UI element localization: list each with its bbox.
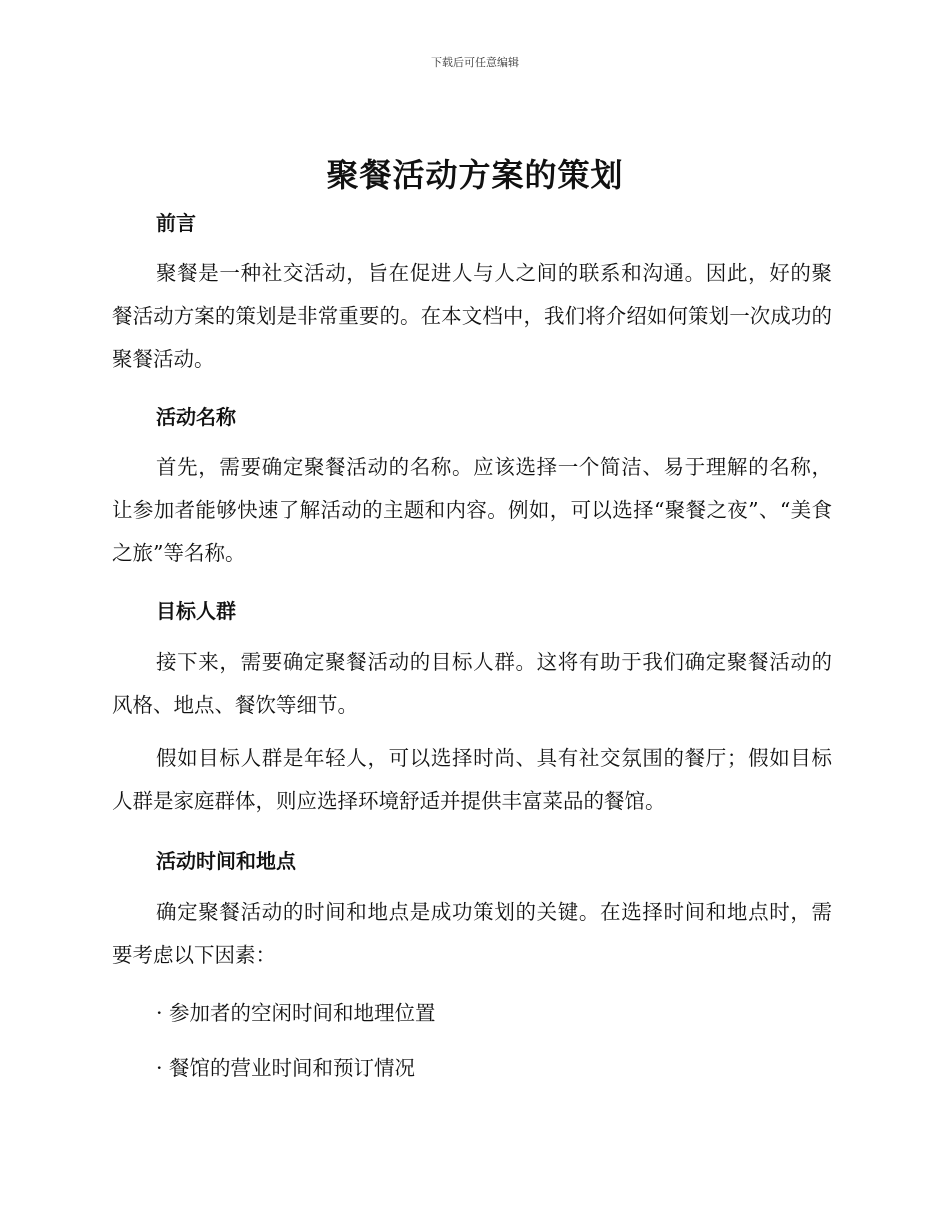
paragraph: 首先，需要确定聚餐活动的名称。应该选择一个简洁、易于理解的名称，让参加者能够快速了解活动的主题和内容。例如，可以选择“聚餐之夜”、“美食之旅”等名称。	[112, 455, 832, 565]
bullet-text: · 参加者的空闲时间和地理位置	[156, 1001, 436, 1025]
section-heading-block	[112, 845, 832, 874]
bullet-list-item	[112, 996, 832, 1026]
section-heading: 活动时间和地点	[156, 849, 296, 873]
bullet-list-item	[112, 1051, 832, 1081]
section-body	[112, 446, 832, 575]
section-heading: 前言	[156, 211, 196, 235]
paragraph: 假如目标人群是年轻人，可以选择时尚、具有社交氛围的餐厅；假如目标人群是家庭群体，则应选择环境舒适并提供丰富菜品的餐馆。	[112, 746, 832, 813]
section-heading-block	[112, 595, 832, 624]
section-heading: 活动名称	[156, 405, 236, 429]
section-body	[112, 737, 832, 823]
paragraph: 确定聚餐活动的时间和地点是成功策划的关键。在选择时间和地点时，需要考虑以下因素：	[112, 900, 832, 967]
bullet-text: · 餐馆的营业时间和预订情况	[156, 1056, 416, 1080]
section-body	[112, 252, 832, 381]
section-heading-block	[112, 401, 832, 430]
section-body	[112, 891, 832, 977]
document-title: 聚餐活动方案的策划	[326, 156, 624, 194]
section-body	[112, 641, 832, 727]
section-heading: 目标人群	[156, 599, 236, 623]
section-heading-preface-block	[112, 207, 832, 236]
header-note: 下载后可任意编辑	[431, 56, 519, 69]
paragraph: 聚餐是一种社交活动，旨在促进人与人之间的联系和沟通。因此，好的聚餐活动方案的策划是非常重要的。在本文档中，我们将介绍如何策划一次成功的聚餐活动。	[112, 261, 832, 371]
paragraph: 接下来，需要确定聚餐活动的目标人群。这将有助于我们确定聚餐活动的风格、地点、餐饮等细节。	[112, 650, 832, 717]
